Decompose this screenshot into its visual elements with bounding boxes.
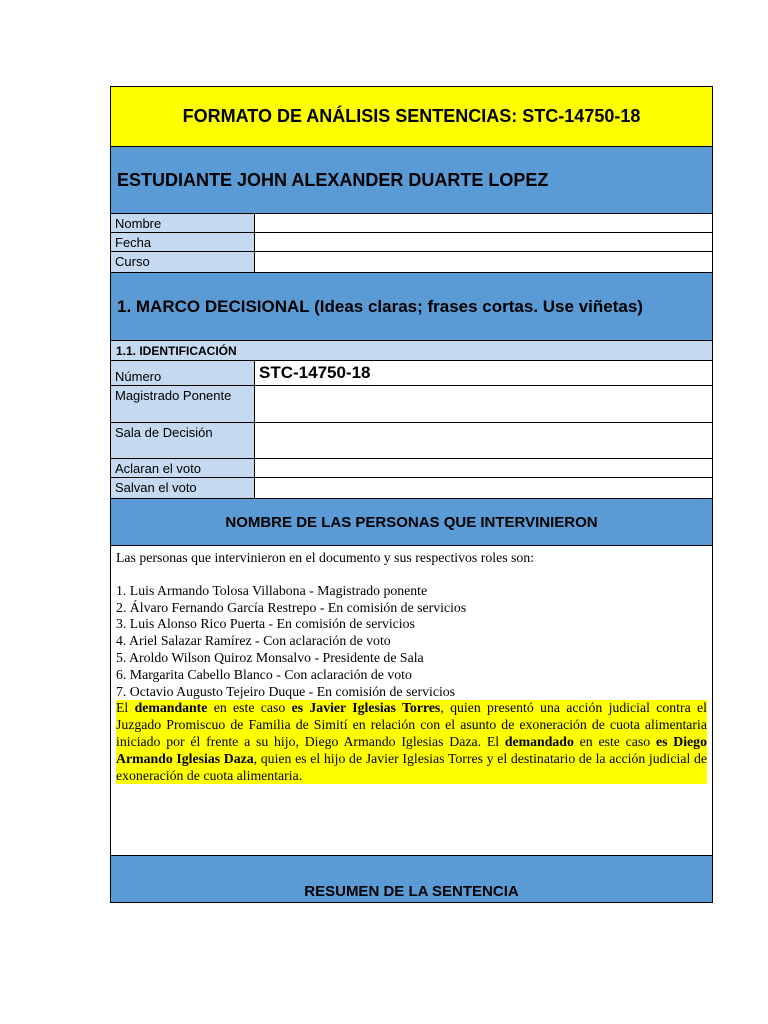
analysis-form bbox=[110, 86, 713, 903]
list-item: 3. Luis Alonso Rico Puerta - En comisión de servicios bbox=[116, 616, 415, 632]
list-item: 1. Luis Armando Tolosa Villabona - Magistrado ponente bbox=[116, 582, 428, 598]
student-name-header: ESTUDIANTE JOHN ALEXANDER DUARTE LOPEZ bbox=[111, 147, 712, 214]
fecha-value[interactable] bbox=[255, 233, 712, 251]
fecha-row bbox=[111, 233, 712, 252]
aclaran-value[interactable] bbox=[255, 459, 712, 477]
personas-content[interactable] bbox=[111, 546, 712, 856]
sala-row bbox=[111, 423, 712, 459]
personas-heading: NOMBRE DE LAS PERSONAS QUE INTERVINIERON bbox=[111, 499, 712, 546]
list-item: 7. Octavio Augusto Tejeiro Duque - En comisión de servicios bbox=[116, 683, 456, 699]
salvan-label: Salvan el voto bbox=[111, 478, 255, 498]
salvan-value[interactable] bbox=[255, 478, 712, 498]
magistrado-value[interactable] bbox=[255, 386, 712, 422]
magistrado-label: Magistrado Ponente bbox=[111, 386, 255, 422]
list-item: 6. Margarita Cabello Blanco - Con aclaración de voto bbox=[116, 666, 412, 682]
aclaran-label: Aclaran el voto bbox=[111, 459, 255, 477]
numero-row bbox=[111, 361, 712, 386]
fecha-label: Fecha bbox=[111, 233, 255, 251]
curso-label: Curso bbox=[111, 252, 255, 272]
list-item: 2. Álvaro Fernando García Restrepo - En comisión de servicios bbox=[116, 599, 467, 615]
nombre-value[interactable] bbox=[255, 214, 712, 232]
sala-label: Sala de Decisión bbox=[111, 423, 255, 458]
nombre-row bbox=[111, 214, 712, 233]
nombre-label: Nombre bbox=[111, 214, 255, 232]
numero-value[interactable]: STC-14750-18 bbox=[255, 361, 712, 385]
list-item: 5. Aroldo Wilson Quiroz Monsalvo - Presidente de Sala bbox=[116, 649, 424, 665]
personas-intro: Las personas que intervinieron en el documento y sus respectivos roles son: bbox=[116, 550, 535, 565]
form-title: FORMATO DE ANÁLISIS SENTENCIAS: STC-14750-18 bbox=[111, 87, 712, 147]
sala-value[interactable] bbox=[255, 423, 712, 458]
resumen-heading: RESUMEN DE LA SENTENCIA bbox=[111, 856, 712, 902]
list-item: 4. Ariel Salazar Ramírez - Con aclaración de voto bbox=[116, 633, 391, 649]
identificacion-heading: 1.1. IDENTIFICACIÓN bbox=[111, 341, 712, 361]
curso-value[interactable] bbox=[255, 252, 712, 272]
aclaran-row bbox=[111, 459, 712, 478]
salvan-row bbox=[111, 478, 712, 499]
parties-paragraph: El demandante en este caso es Javier Iglesias Torres, quien presentó una acción judicial contra el Juzgado Promiscuo de Familia de Simití en relación con el asunto de exoneración de cuota alimentaria iniciado por él frente a su hijo, Diego Armando Iglesias Daza. El demandado en este caso es Diego Armando Iglesias Daza, quien es el hijo de Javier Iglesias Torres y el destinatario de la acción judicial de exoneración de cuota alimentaria. bbox=[116, 700, 707, 783]
numero-label: Número bbox=[111, 361, 255, 385]
magistrado-row bbox=[111, 386, 712, 423]
curso-row bbox=[111, 252, 712, 273]
section-marco-decisional: 1. MARCO DECISIONAL (Ideas claras; frases cortas. Use viñetas) bbox=[111, 273, 712, 341]
